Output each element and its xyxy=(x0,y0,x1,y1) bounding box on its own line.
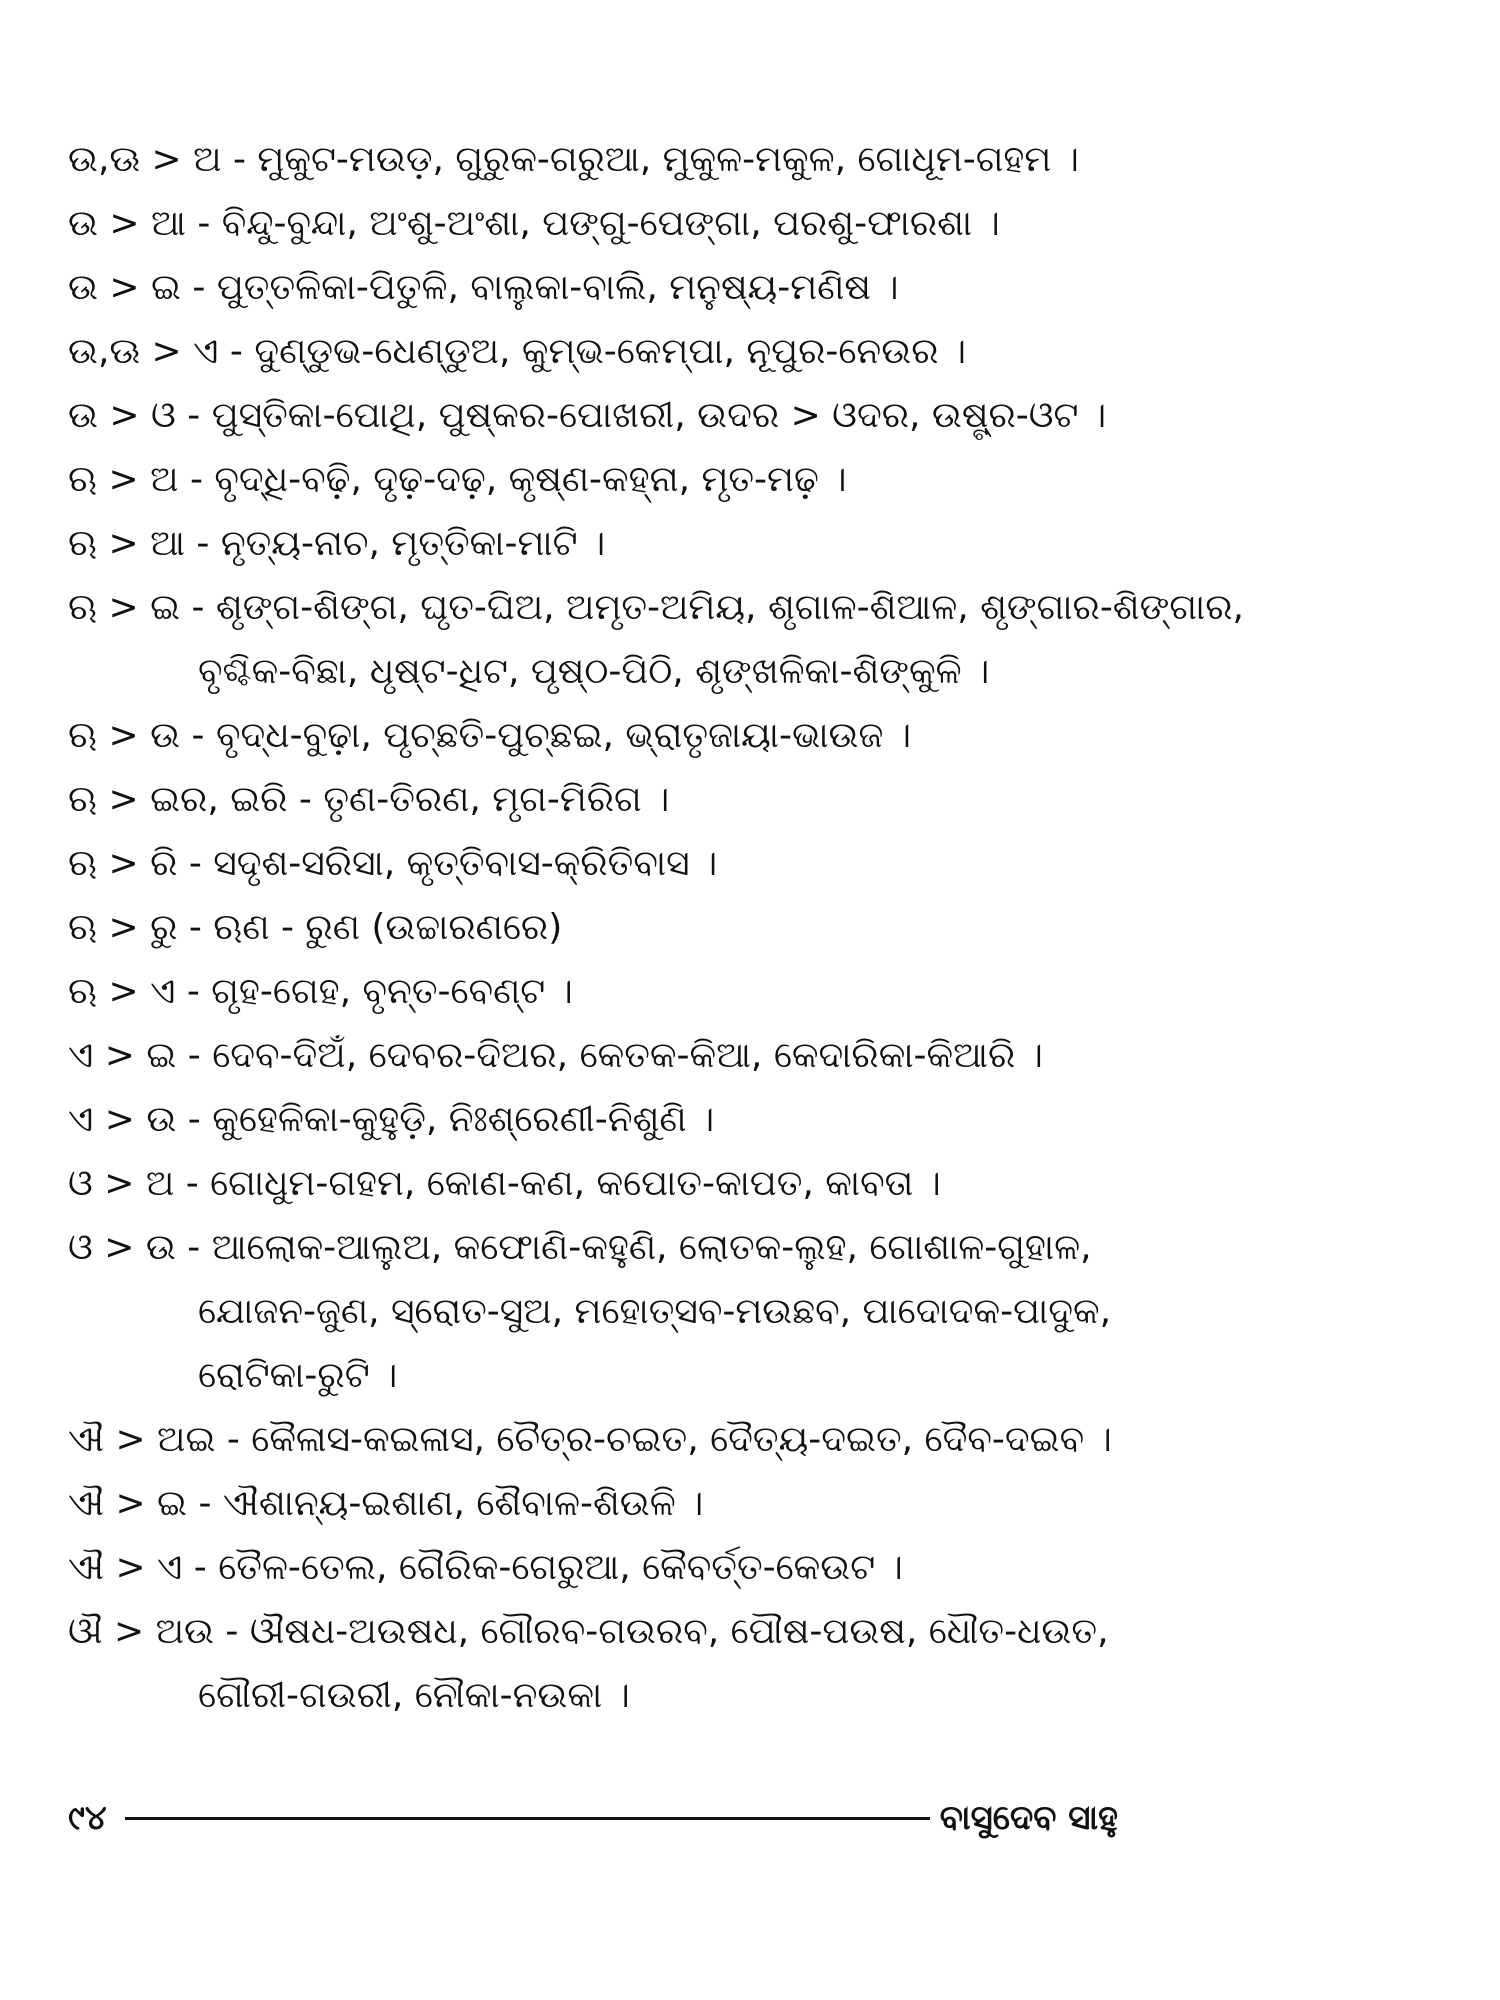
entry-line: ଋ > ରି - ସଦୃଶ-ସରିସା, କୃତ୍ତିବାସ-କ୍ରିତିବାସ । xyxy=(68,843,718,884)
sound-change-entry xyxy=(68,832,1468,896)
entry-line: ଓ > ଅ - ଗୋଧୁମ-ଗହମ, କୋଣ-କଣ, କପୋତ-କାପତ, କାବତା । xyxy=(68,1163,941,1204)
sound-change-entry xyxy=(68,576,1468,704)
entry-line: ଏ > ଇ - ଦେବ-ଦିଅଁ, ଦେବର-ଦିଅର, କେତକ-କିଆ, କେଦାରିକା-କିଆରି । xyxy=(68,1035,1043,1076)
entry-line: ଋ > ଆ - ନୃତ୍ୟ-ନାଚ, ମୃତ୍ତିକା-ମାଟି । xyxy=(68,523,606,564)
entry-line: ଉ > ଇ - ପୁତ୍ତଳିକା-ପିତୁଳି, ବାଲୁକା-ବାଲି, ମନୁଷ୍ୟ-ମଣିଷ । xyxy=(68,267,899,308)
entry-line: ଐ > ଏ - ତୈଳ-ତେଲ, ଗୈରିକ-ଗେରୁଆ, କୈବର୍ତ୍ତ-କେଉଟ । xyxy=(68,1547,903,1588)
entry-line: ଋ > ଇର, ଇରି - ତୃଣ-ତିରଣ, ମୃଗ-ମିରିଗ । xyxy=(68,779,670,820)
sound-change-entry xyxy=(68,128,1468,192)
sound-change-entry xyxy=(68,1152,1468,1216)
entry-continuation-line: ବୃଶ୍ଚିକ-ବିଛା, ଧୃଷ୍ଟ-ଧିଟ, ପୃଷ୍ଠ-ପିଠି, ଶୃଙ୍ଖଳିକା-ଶିଙ୍କୁଳି । xyxy=(198,651,990,692)
entry-line: ଉ > ଆ - ବିନ୍ଦୁ-ବୁନ୍ଦା, ଅଂଶୁ-ଅଂଶା, ପଙ୍ଗୁ-ପେଙ୍ଗା, ପରଶୁ-ଫାରଶା । xyxy=(68,203,1000,244)
entry-line: ଋ > ଉ - ବୃଦ୍ଧ-ବୁଢ଼ା, ପୃଚ୍ଛତି-ପୁଚ୍ଛଇ, ଭ୍ରାତୃଜାୟା-ଭାଉଜ । xyxy=(68,715,912,756)
sound-change-entry xyxy=(68,448,1468,512)
sound-change-entry xyxy=(68,1024,1468,1088)
sound-change-entry xyxy=(68,1088,1468,1152)
entry-continuation-line: ଗୌରୀ-ଗଉରୀ, ନୌକା-ନଉକା । xyxy=(198,1675,630,1716)
sound-change-entry xyxy=(68,960,1468,1024)
sound-change-list xyxy=(68,128,1468,1728)
entry-line: ଋ > ଇ - ଶୃଙ୍ଗ-ଶିଙ୍ଗ, ଘୃତ-ଘିଅ, ଅମୃତ-ଅମିୟ, ଶୃଗାଳ-ଶିଆଳ, ଶୃଙ୍ଗାର-ଶିଙ୍ଗାର, xyxy=(68,587,1244,628)
page-number: ୯୪ xyxy=(68,1798,107,1838)
entry-line: ଉ > ଓ - ପୁସ୍ତିକା-ପୋଥି, ପୁଷ୍କର-ପୋଖରୀ, ଉଦର > ଓଦର, ଉଷ୍ଟ୍ର-ଓଟ । xyxy=(68,395,1107,436)
sound-change-entry xyxy=(68,1216,1468,1408)
sound-change-entry xyxy=(68,704,1468,768)
entry-line: ଔ > ଅଉ - ଔଷଧ-ଅଉଷଧ, ଗୌରବ-ଗଉରବ, ପୌଷ-ପଉଷ, ଧୌତ-ଧଉତ, xyxy=(68,1611,1109,1652)
sound-change-entry xyxy=(68,1536,1468,1600)
sound-change-entry xyxy=(68,512,1468,576)
sound-change-entry xyxy=(68,1408,1468,1472)
sound-change-entry xyxy=(68,1472,1468,1536)
entry-continuation-line: ରୋଟିକା-ରୁଟି । xyxy=(198,1355,398,1396)
author-name: ବାସୁଦେବ ସାହୁ xyxy=(939,1798,1118,1838)
sound-change-entry xyxy=(68,768,1468,832)
sound-change-entry xyxy=(68,1600,1468,1728)
entry-line: ଏ > ଉ - କୁହେଳିକା-କୁହୁଡ଼ି, ନିଃଶ୍ରେଣୀ-ନିଶୁଣି । xyxy=(68,1099,715,1140)
entry-continuation-line: ଯୋଜନ-ଜୁଣ, ସ୍ରୋତ-ସୁଅ, ମହୋତ୍ସବ-ମଉଛବ, ପାଦୋଦକ-ପାଦୁକ, xyxy=(198,1291,1112,1332)
sound-change-entry xyxy=(68,896,1468,960)
sound-change-entry xyxy=(68,192,1468,256)
entry-line: ଋ > ଏ - ଗୃହ-ଗେହ, ବୃନ୍ତ-ବେଣ୍ଟ । xyxy=(68,971,573,1012)
sound-change-entry xyxy=(68,256,1468,320)
footer-rule xyxy=(125,1817,930,1820)
page-footer xyxy=(68,1788,1118,1848)
sound-change-entry xyxy=(68,384,1468,448)
entry-line: ଋ > ଅ - ବୃଦ୍ଧି-ବଢ଼ି, ଦୃଢ଼-ଦଢ଼, କୃଷ୍ଣ-କହ୍ନା, ମୃତ-ମଢ଼ । xyxy=(68,459,847,500)
entry-line: ଋ > ରୁ - ଋଣ - ରୁଣ (ଉଚ୍ଚାରଣରେ) xyxy=(68,907,563,948)
entry-line: ଉ,ଊ > ଏ - ଦୁଣ୍ଡୁଭ-ଧେଣ୍ଡୁଅ, କୁମ୍ଭ-କେମ୍ପା, ନୂପୁର-ନେଉର । xyxy=(68,331,967,372)
entry-line: ଓ > ଉ - ଆଲୋକ-ଆଲୁଅ, କଫୋଣି-କହୁଣି, ଲୋତକ-ଲୁହ, ଗୋଶାଳ-ଗୁହାଳ, xyxy=(68,1227,1092,1268)
sound-change-entry xyxy=(68,320,1468,384)
entry-line: ଐ > ଇ - ଐଶାନ୍ୟ-ଇଶାଣ, ଶୈବାଳ-ଶିଉଳି । xyxy=(68,1483,704,1524)
entry-line: ଉ,ଊ > ଅ - ମୁକୁଟ-ମଉଡ଼, ଗୁରୁକ-ଗରୁଆ, ମୁକୁଳ-ମକୁଳ, ଗୋଧୂମ-ଗହମ । xyxy=(68,139,1079,180)
entry-line: ଐ > ଅଇ - କୈଳାସ-କଇଳାସ, ଚୈତ୍ର-ଚଇତ, ଦୈତ୍ୟ-ଦଇତ, ଦୈବ-ଦଇବ । xyxy=(68,1419,1112,1460)
